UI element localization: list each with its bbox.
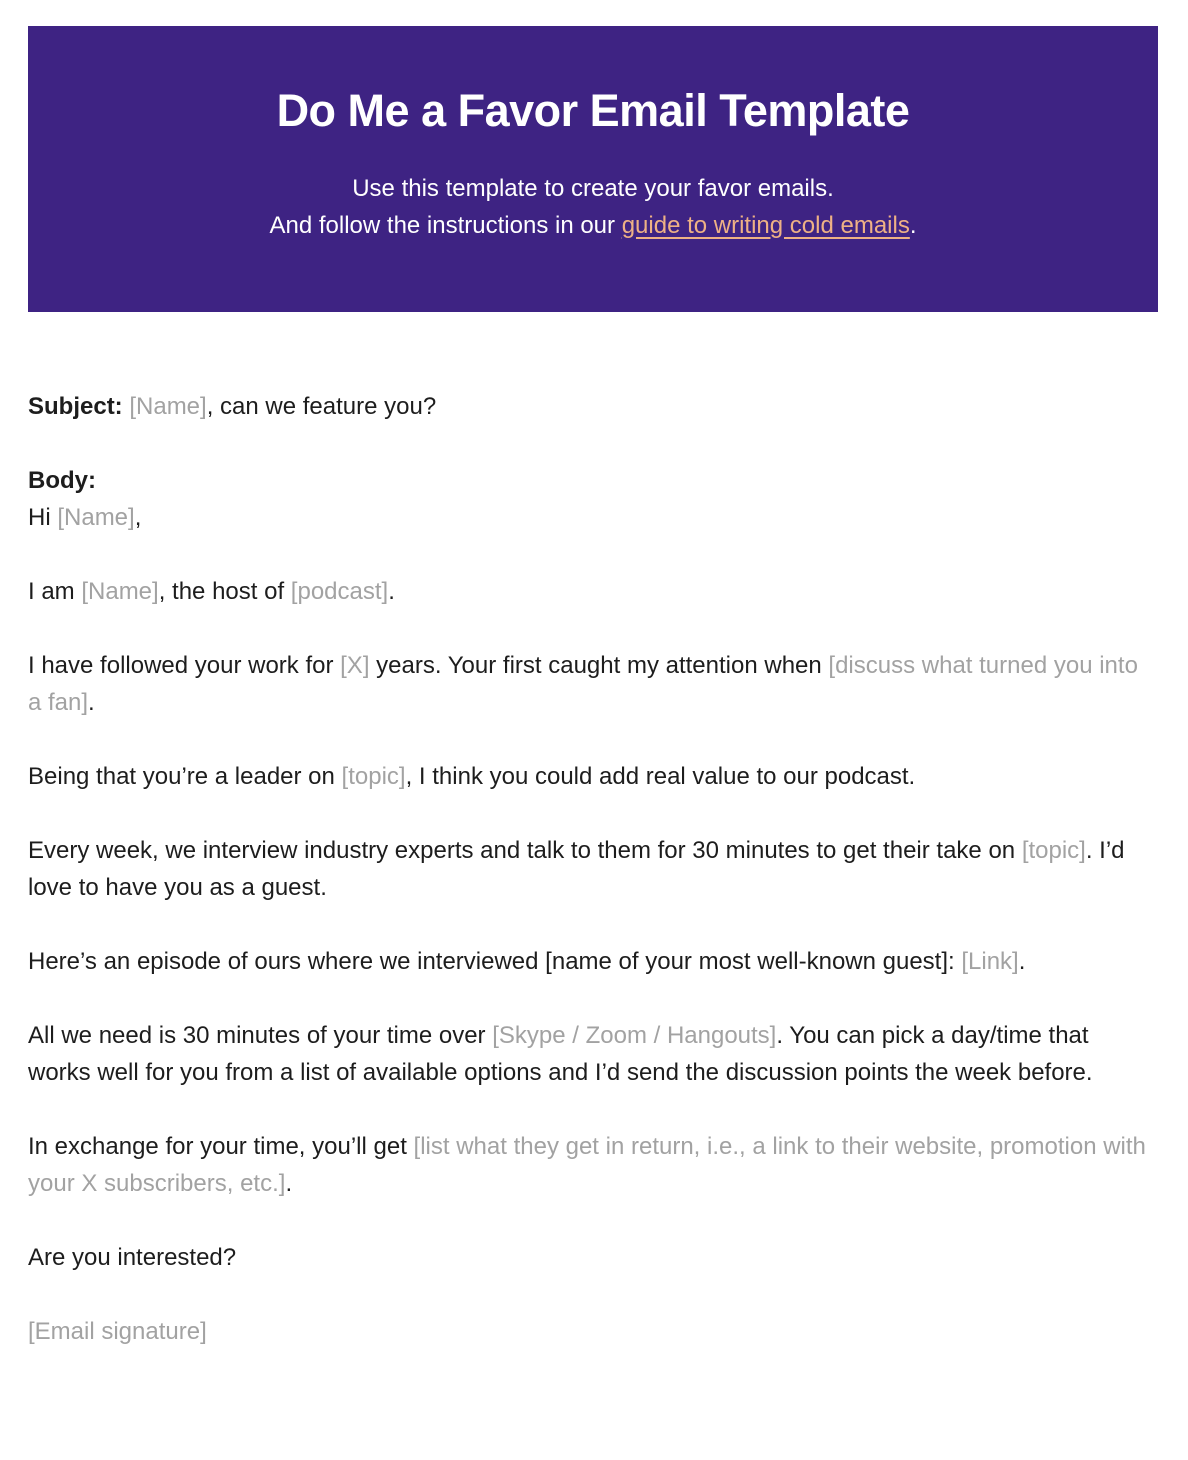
placeholder-topic: [topic] [1021,837,1086,864]
text-segment: , the host of [158,578,291,605]
placeholder-topic: [topic] [341,763,406,790]
placeholder-years: [X] [340,652,370,679]
greeting-post: , [134,504,142,531]
text-segment: . [1018,948,1026,975]
paragraph-signature [28,1313,1152,1350]
body-label-and-greeting [28,462,1152,536]
placeholder-call-platform: [Skype / Zoom / Hangouts] [492,1022,777,1049]
placeholder-name: [Name] [57,504,135,531]
paragraph-leader [28,758,1152,795]
body-label: Body: [28,467,96,494]
placeholder-return-benefits: [list what they get in return, i.e., a link to their website, promotion with your X subscribers, etc.] [28,1133,1146,1197]
text-segment: . I’d love to have you as a guest. [28,837,1125,901]
text-segment: Every week, we interview industry experts and talk to them for 30 minutes to get their take on [28,837,1022,864]
placeholder-name: [Name] [81,578,159,605]
text-segment: . [88,689,95,716]
subtitle-line2-suffix: . [909,211,917,239]
placeholder-podcast: [podcast] [290,578,389,605]
paragraph-intro [28,573,1152,610]
paragraph-episode-example [28,943,1152,980]
header-subtitle [58,170,1128,244]
text-segment: , I think you could add real value to our podcast. [405,763,916,790]
text-segment: . [388,578,395,605]
placeholder-email-signature: [Email signature] [28,1318,207,1345]
paragraph-interested: Are you interested? [28,1244,237,1271]
text-segment: Being that you’re a leader on [28,763,342,790]
text-segment: I am [28,578,82,605]
text-segment: . [285,1170,293,1197]
placeholder-name: [Name] [129,393,207,420]
text-segment: I have followed your work for [28,652,341,679]
text-segment: All we need is 30 minutes of your time over [28,1022,493,1049]
paragraph-logistics [28,1017,1152,1091]
page [0,26,1188,1350]
subtitle-line1: Use this template to create your favor emails. [352,174,834,202]
guide-link[interactable]: guide to writing cold emails [621,211,910,239]
paragraph-weekly-interviews [28,832,1152,906]
email-template-content [28,388,1152,1350]
header-banner [28,26,1158,312]
text-segment: Here’s an episode of ours where we interviewed [name of your most well-known guest]: [28,948,962,975]
subject-label: Subject: [28,393,130,420]
subject-rest: , can we feature you? [206,393,437,420]
text-segment: In exchange for your time, you’ll get [28,1133,414,1160]
subject-line [28,388,1152,425]
greeting-pre: Hi [28,504,58,531]
paragraph-exchange [28,1128,1152,1202]
text-segment: . You can pick a day/time that works well for you from a list of available options and I’d send the discussion points the week before. [28,1022,1093,1086]
subtitle-line2-prefix: And follow the instructions in our [269,211,622,239]
paragraph-followed-work [28,647,1152,721]
placeholder-link: [Link] [961,948,1019,975]
text-segment: years. Your first caught my attention when [369,652,829,679]
placeholder-fan-story: [discuss what turned you into a fan] [28,652,1138,716]
page-title: Do Me a Favor Email Template [276,85,910,136]
